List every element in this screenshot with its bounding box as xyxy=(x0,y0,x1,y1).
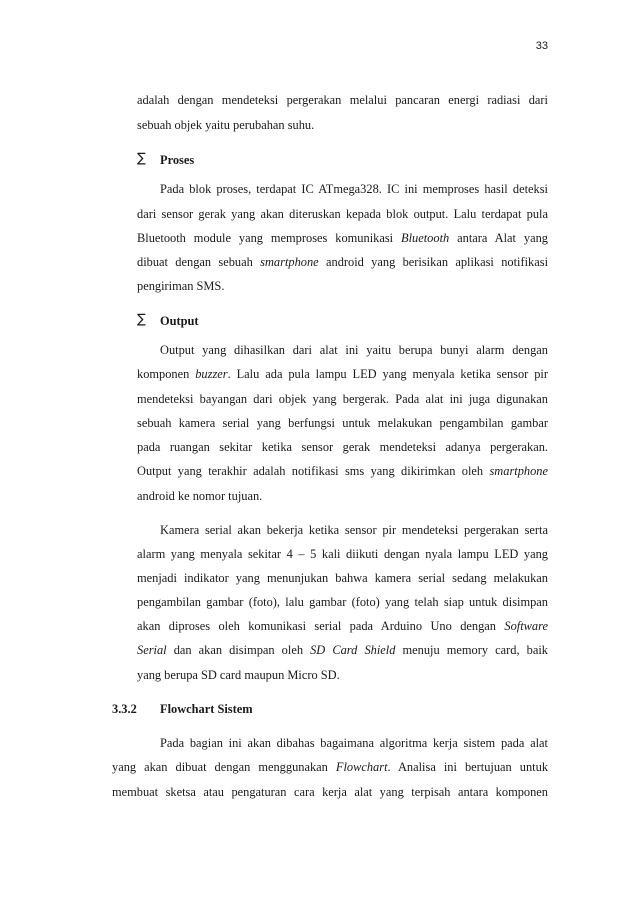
section-heading-flowchart: Flowchart Sistem xyxy=(160,702,253,716)
body-line: membuat sketsa atau pengaturan cara kerja alat yang terpisah antara komponen xyxy=(112,785,548,799)
body-line: menjadi indikator yang menunjukan bahwa kamera serial sedang melakukan xyxy=(137,571,548,585)
body-line: adalah dengan mendeteksi pergerakan melalui pancaran energi radiasi dari xyxy=(137,93,548,107)
bullet-icon: ∑ xyxy=(137,312,146,327)
body-line: pengambilan gambar (foto), lalu gambar (foto) yang telah siap untuk disimpan xyxy=(137,595,548,609)
body-line: Output yang dihasilkan dari alat ini yaitu berupa bunyi alarm dengan xyxy=(160,343,548,357)
body-line: Bluetooth module yang memproses komunikasi Bluetooth antara Alat yang xyxy=(137,231,548,245)
body-line: Serial dan akan disimpan oleh SD Card Shield menuju memory card, baik xyxy=(137,643,548,657)
body-line: sebuah objek yaitu perubahan suhu. xyxy=(137,118,315,132)
body-line: komponen buzzer. Lalu ada pula lampu LED yang menyala ketika sensor pir xyxy=(137,367,548,381)
body-line: Pada blok proses, terdapat IC ATmega328. IC ini memproses hasil deteksi xyxy=(160,182,548,196)
body-line: dibuat dengan sebuah smartphone android yang berisikan aplikasi notifikasi xyxy=(137,255,549,269)
body-line: dari sensor gerak yang akan diteruskan kepada blok output. Lalu terdapat pula xyxy=(137,207,548,221)
body-line: sebuah kamera serial yang berfungsi untuk melakukan pengambilan gambar xyxy=(137,416,548,430)
page-number: 33 xyxy=(535,40,548,52)
body-line: yang akan dibuat dengan menggunakan Flowchart. Analisa ini bertujuan untuk xyxy=(112,760,549,774)
body-line: akan diproses oleh komunikasi serial pada Arduino Uno dengan Software xyxy=(137,619,548,633)
body-line: alarm yang menyala sekitar 4 – 5 kali diikuti dengan nyala lampu LED yang xyxy=(137,547,548,561)
body-line: yang berupa SD card maupun Micro SD. xyxy=(137,668,340,682)
body-line: android ke nomor tujuan. xyxy=(137,489,263,503)
section-number: 3.3.2 xyxy=(112,702,137,716)
bullet-icon: ∑ xyxy=(137,151,146,166)
body-line: Kamera serial akan bekerja ketika sensor pir mendeteksi pergerakan serta xyxy=(160,523,548,537)
body-line: mendeteksi bayangan dari objek yang bergerak. Pada alat ini juga digunakan xyxy=(137,392,548,406)
body-line: Pada bagian ini akan dibahas bagaimana algoritma kerja sistem pada alat xyxy=(160,736,548,750)
section-heading-proses: Proses xyxy=(160,153,195,167)
body-line: pengiriman SMS. xyxy=(137,279,225,293)
section-heading-output: Output xyxy=(160,314,199,328)
body-line: pada ruangan sekitar ketika sensor gerak mendeteksi adanya pergerakan. xyxy=(137,440,548,454)
body-line: Output yang terakhir adalah notifikasi sms yang dikirimkan oleh smartphone xyxy=(137,464,548,478)
